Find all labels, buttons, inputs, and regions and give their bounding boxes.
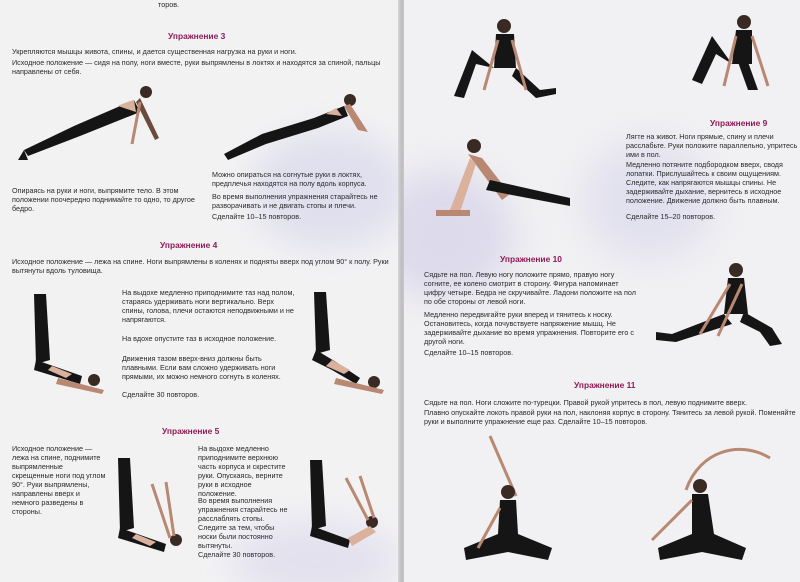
exercise-3-figure-1 [14,78,189,173]
exercise-4-title: Упражнение 4 [160,240,218,250]
exercise-11-figure-2 [630,430,780,580]
exercise-10-figure [652,256,792,356]
exercise-5-paragraph-1: На выдохе медленно приподнимите верхнюю часть корпуса и скрестите руки. Опускаясь, верните руки в исходное положение. [198,444,286,498]
exercise-11-paragraph-2: Плавно опускайте локоть правой руки на пол, наклоняя корпус в сторону. Тянитесь за левой рукой. Поменяйте руки и выполните упражнение еще раз. Сделайте 10–15 повторов. [424,408,796,426]
exercise-9-title: Упражнение 9 [710,118,768,128]
exercise-8-figure-2 [672,6,782,106]
exercise-9-paragraph-1: Лягте на живот. Ноги прямые, спину и плечи расслабьте. Руки положите параллельно, упритесь ими в пол. [626,132,798,159]
exercise-11-figure-1 [444,430,574,580]
exercise-5-repeat: Сделайте 30 повторов. [198,550,276,559]
exercise-3-step-2: Можно опираться на согнутые руки в локтях, предплечья находятся на полу вдоль корпуса. [212,170,367,188]
exercise-5-start: Исходное положение — лежа на спине, поднимите выпрямленные скрещенные ноги под углом 90°. Руки выпрямлены, направлены вверх и немного разведены в стороны. [12,444,106,516]
exercise-9-figure [430,132,580,222]
exercise-10-repeat: Сделайте 10–15 повторов. [424,348,514,357]
exercise-8-figure-1 [444,10,564,110]
exercise-9-paragraph-2: Медленно потяните подбородком вверх, сводя лопатки. Прислушайтесь к своим ощущениям. Следите, как напрягаются мышцы спины. Не задерживайте дыхание, вернитесь в исходное положение. Движение должно быть плавным. [626,160,783,205]
exercise-9-repeat: Сделайте 15–20 повторов. [626,212,716,221]
exercise-5-figure-1 [108,454,198,564]
exercise-3-title: Упражнение 3 [168,31,226,41]
right-page [404,0,800,582]
exercise-4-start: Исходное положение — лежа на спине. Ноги выпрямлены в коленях и подняты вверх под углом 90° к полу. Руки вытянуты вдоль туловища. [12,257,389,275]
exercise-3-start: Исходное положение — сидя на полу, ноги вместе, руки выпрямлены в локтях и находятся за спиной, пальцы направлены от себя. [12,58,381,76]
exercise-11-title: Упражнение 11 [574,380,636,390]
exercise-3-figure-2 [218,82,378,172]
exercise-3-intro: Укрепляются мышцы живота, спины, и дается существенная нагрузка на руки и ноги. [12,47,297,56]
exercise-10-paragraph-2: Медленно передвигайте руки вперед и тянитесь к носку. Остановитесь, когда почувствуете напряжение мышц. Не задерживайте дыхание во время упражнения. Повторите его с другой ноги. [424,310,634,346]
exercise-5-paragraph-2: Во время выполнения упражнения старайтесь не расслаблять стопы. Следите за тем, чтобы носки были постоянно вытянуты. [198,496,288,550]
exercise-5-title: Упражнение 5 [162,426,220,436]
exercise-11-paragraph-1: Сядьте на пол. Ноги сложите по-турецки. Правой рукой упритесь в пол, левую поднимите вверх. [424,398,748,407]
exercise-3-step-1: Опираясь на руки и ноги, выпрямите тело. В этом положении поочередно поднимайте то одно, то другое бедро. [12,186,195,213]
exercise-4-figure-2 [296,288,391,398]
exercise-4-repeat: Сделайте 30 повторов. [122,390,200,399]
exercise-10-title: Упражнение 10 [500,254,562,264]
exercise-3-repeat: Сделайте 10–15 повторов. [212,212,302,221]
exercise-4-paragraph-1: На выдохе медленно приподнимите таз над полом, стараясь удерживать ноги вертикально. Верх спины, голова, плечи остаются неподвижными и не напрягаются. [122,288,295,324]
exercise-3-step-3: Во время выполнения упражнения старайтесь не разворачивать и не двигать стопы и плечи. [212,192,378,210]
top-fragment: торов. [158,0,180,9]
exercise-4-figure-1 [22,288,112,398]
exercise-4-paragraph-2: На вдохе опустите таз в исходное положение. [122,334,277,343]
exercise-4-paragraph-3: Движения тазом вверх-вниз должны быть плавными. Если вам сложно удерживать ноги прямыми, их можно немного согнуть в коленях. [122,354,281,381]
exercise-5-figure-2 [296,456,396,566]
exercise-10-paragraph-1: Сядьте на пол. Левую ногу положите прямо, правую ногу согните, ее колено смотрит в сторону. Фигура напоминает цифру четыре. Бедра не скручивайте. Ладони положите на пол по обе стороны от левой ноги. [424,270,636,306]
